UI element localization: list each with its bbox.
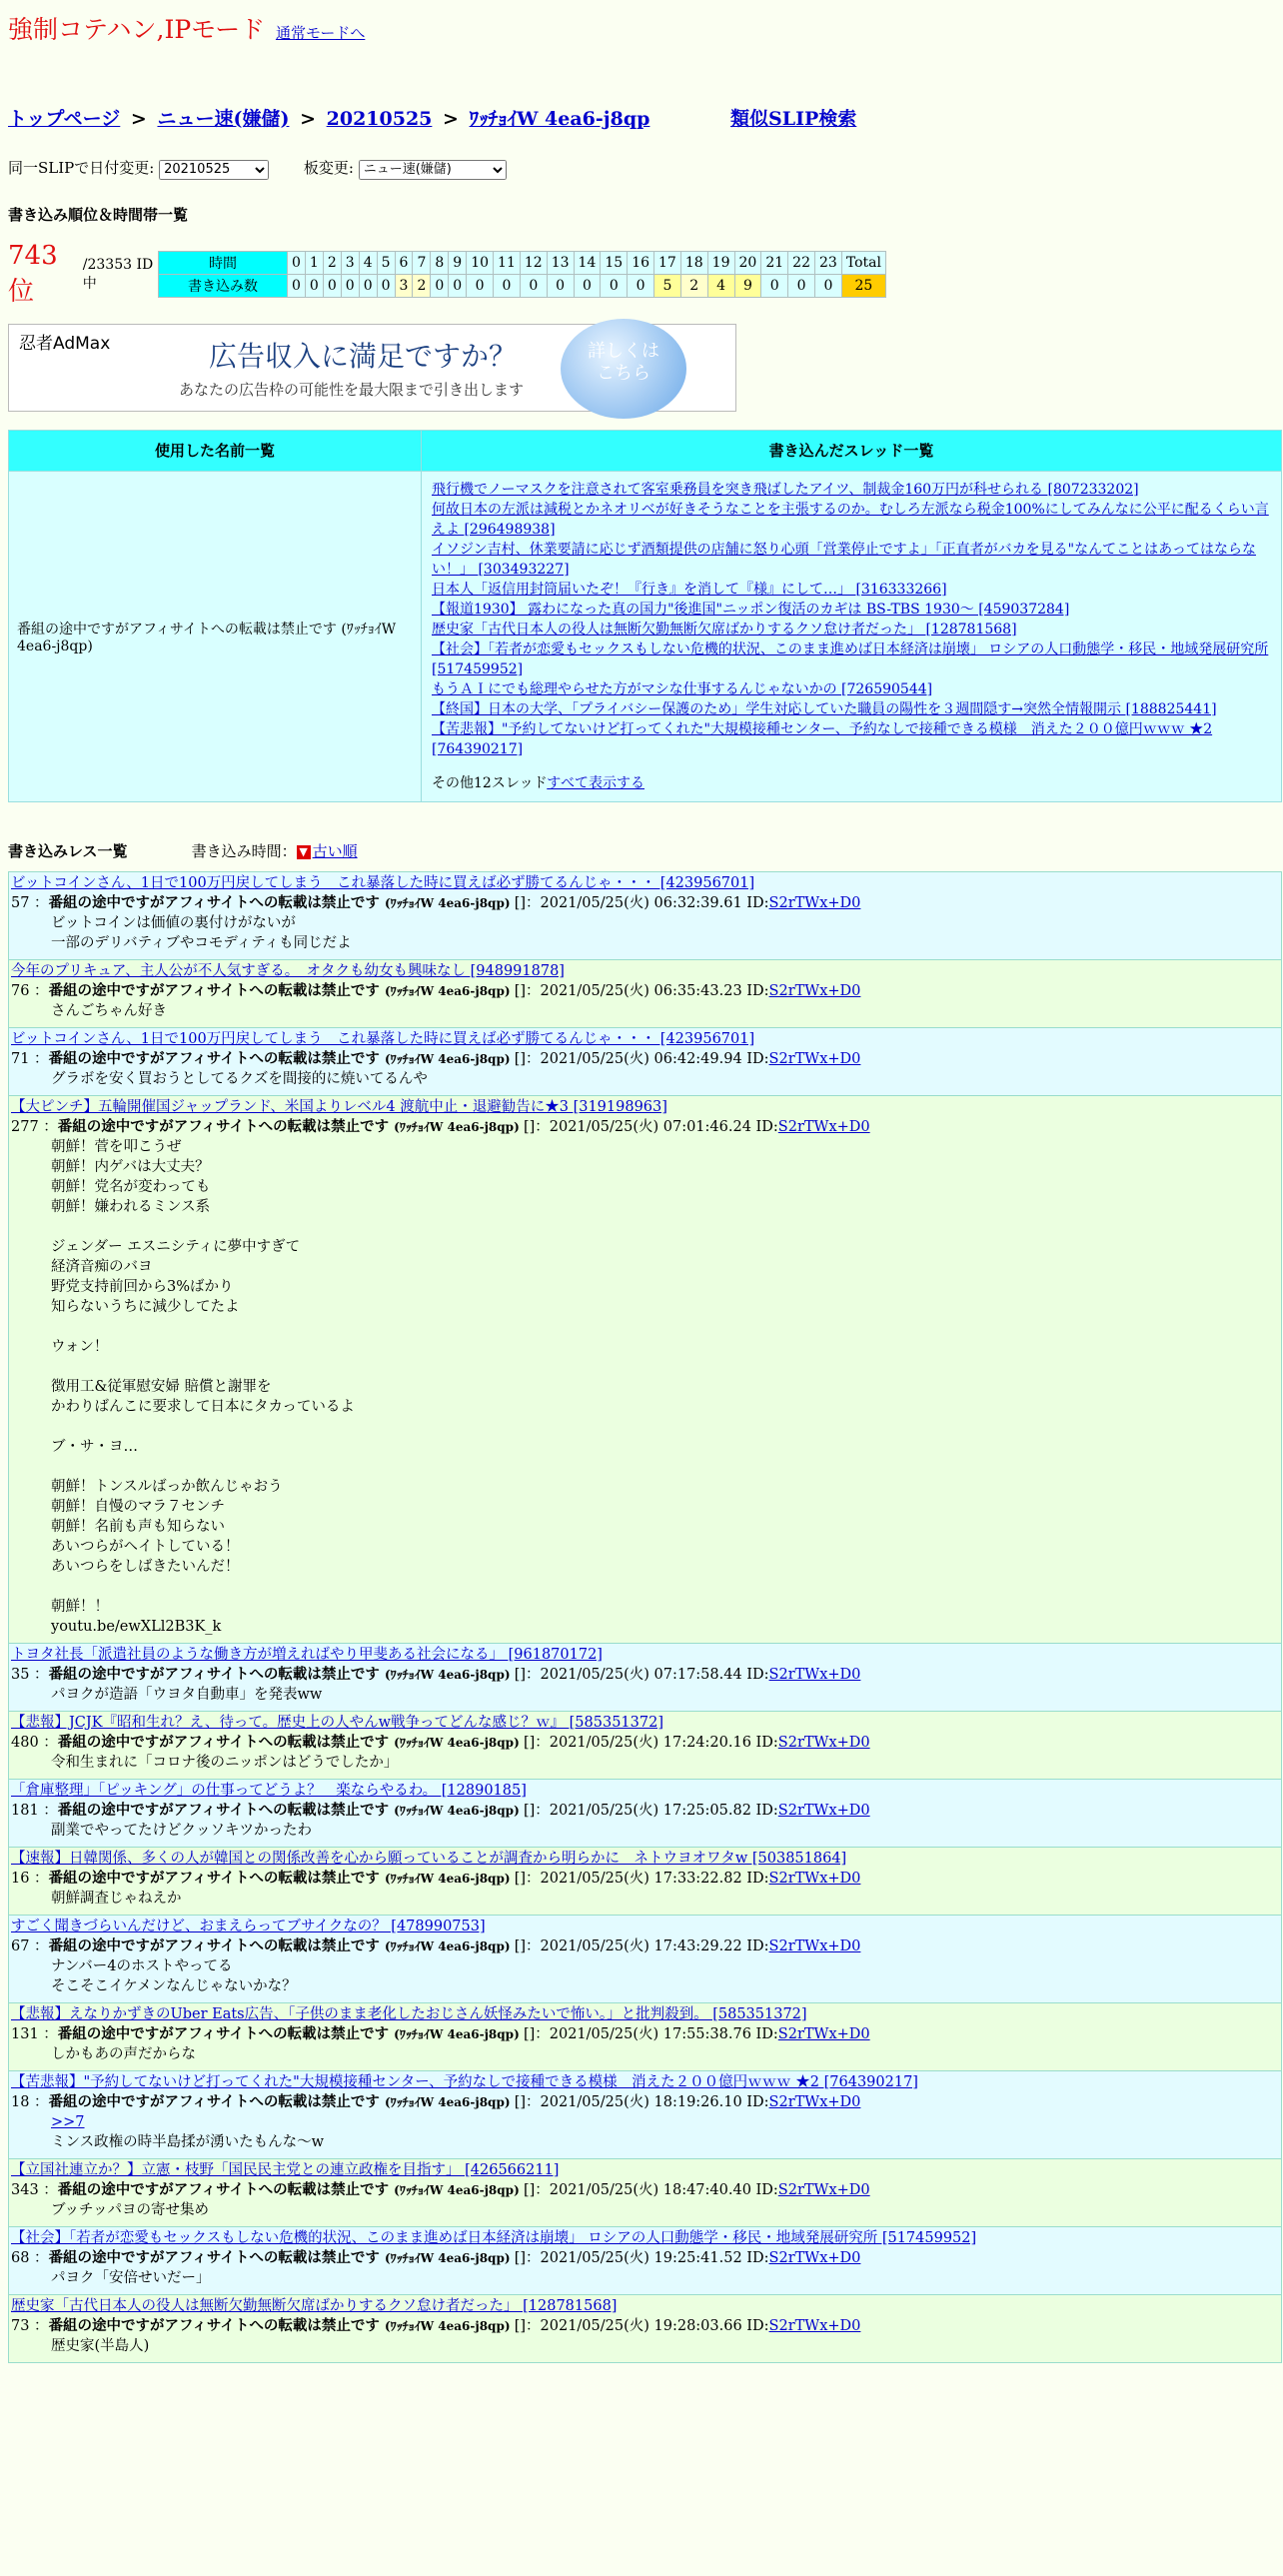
post-name: 番組の途中ですがアフィサイトへの転載は禁止です	[57, 2180, 395, 2198]
hour-cell: 11	[494, 251, 521, 274]
post-body: 朝鮮！菅を叩こうぜ 朝鮮！内ゲバは大丈夫？ 朝鮮！党名が変わっても 朝鮮！嫌われるミンス系 ジェンダー エスニシティに夢中すぎて 経済音痴のバヨ 野党支持前回から3%ばかり 知らないうちに減少してたよ ウォン！ 徴用工&従軍慰安婦 賠償と謝罪を かわりばんこに要求して日本にタカっているよ ブ・サ・ヨ… 朝鮮！トンスルばっか飲んじゃおう 朝鮮！自慢のマラ７センチ 朝鮮！名前も声も知らない あいつらがヘイトしている！ あいつらをしばきたいんだ！ 朝鮮！！ youtu.be/ewXLl2B3K_k	[51, 1138, 355, 1635]
hours-row	[159, 251, 886, 274]
thread-link[interactable]: 【苦悲報】"予約してないけど打ってくれた"大規模接種センター、予約なしで接種できる模様 消えた２００億円ｗｗｗ ★2 [764390217]	[432, 720, 1213, 757]
post-number: 73 ：	[11, 2317, 49, 2334]
post-item	[8, 1780, 1282, 1848]
ranking-section-title: 書き込み順位＆時間帯一覧	[8, 205, 189, 224]
post-slip: (ﾜｯﾁｮｲW 4ea6-j8qp)	[394, 2182, 524, 2197]
thread-link[interactable]: 【社会】「若者が恋愛もセックスもしない危機的状況、このまま進めば日本経済は崩壊」 ロシアの人口動態学・移民・地域発展研究所 [517459952]	[432, 641, 1269, 677]
hour-cell: 19	[707, 251, 734, 274]
post-body: さんごちゃん好き	[51, 1002, 167, 1019]
post-meta	[11, 2024, 1279, 2044]
post-date: []：2021/05/25(火) 17:55:38.76 ID:	[523, 2025, 778, 2042]
post-meta	[11, 1049, 1279, 1069]
hour-cell: 20	[734, 251, 761, 274]
selector-bar	[8, 157, 1275, 180]
post-date: []：2021/05/25(火) 19:25:41.52 ID:	[514, 2249, 769, 2266]
post-id-link[interactable]: S2rTWx+D0	[768, 2249, 861, 2266]
count-cell: 9	[734, 274, 761, 297]
date-change-label: 同一SLIPで日付変更:	[8, 159, 155, 177]
count-cell: 0	[323, 274, 341, 297]
post-thread-link[interactable]: トヨタ社長「派遣社員のような働き方が増えればやり甲斐ある社会になる」 [961870172]	[11, 1646, 603, 1663]
post-item	[8, 1848, 1282, 1916]
post-id-link[interactable]: S2rTWx+D0	[768, 1666, 861, 1683]
ad-subtext: あなたの広告枠の可能性を最大限まで引き出します	[179, 380, 525, 399]
names-table-header	[9, 430, 1282, 471]
hour-cell: 8	[431, 251, 449, 274]
post-name: 番組の途中ですがアフィサイトへの転載は禁止です	[48, 2092, 385, 2110]
breadcrumb-slip-link[interactable]: ﾜｯﾁｮｲW 4ea6-j8qp	[469, 108, 650, 130]
post-slip: (ﾜｯﾁｮｲW 4ea6-j8qp)	[384, 1871, 515, 1886]
hour-cell: 17	[654, 251, 681, 274]
post-number: 71 ：	[11, 1050, 49, 1067]
post-id-link[interactable]: S2rTWx+D0	[777, 2025, 870, 2042]
thread-link[interactable]: もうＡＩにでも総理やらせた方がマシな仕事するんじゃないかの [726590544]	[432, 680, 933, 697]
post-date: []：2021/05/25(火) 07:17:58.44 ID:	[514, 1666, 769, 1683]
post-meta	[11, 2316, 1279, 2336]
normal-mode-link[interactable]: 通常モードへ	[275, 24, 366, 42]
thread-link[interactable]: 何故日本の左派は減税とかネオリベが好きそうなことを主張するのか。むしろ左派なら税金100%にしてみんなに公平に配るくらい言えよ [296498938]	[432, 501, 1269, 538]
other-threads-count: その他12スレッド	[432, 774, 548, 791]
breadcrumb-board-link[interactable]: ニュー速(嫌儲)	[157, 108, 290, 130]
rank-total: /23353 ID中	[82, 256, 154, 292]
post-date: []：2021/05/25(火) 06:35:43.23 ID:	[514, 982, 769, 999]
hour-cell: 18	[680, 251, 707, 274]
post-date: []：2021/05/25(火) 06:42:49.94 ID:	[514, 1050, 769, 1067]
post-item	[8, 960, 1282, 1028]
post-thread-link[interactable]: 今年のプリキュア、主人公が不人気すぎる。 オタクも幼女も興味なし [948991878]	[11, 962, 565, 979]
count-cell: 0	[288, 274, 306, 297]
post-date: []：2021/05/25(火) 17:33:22.82 ID:	[514, 1870, 769, 1887]
date-change-select[interactable]	[159, 160, 269, 180]
count-cell: 0	[431, 274, 449, 297]
post-item	[8, 2295, 1282, 2363]
hour-cell: 13	[547, 251, 574, 274]
post-number: 343 ：	[11, 2181, 58, 2198]
count-cell: 0	[449, 274, 467, 297]
post-item	[8, 2003, 1282, 2071]
count-cell: 5	[654, 274, 681, 297]
count-cell: 3	[395, 274, 413, 297]
post-body: ビットコインは価値の裏付けがないが 一部のデリバティブやコモディティも同じだよ	[51, 914, 352, 951]
post-id-link[interactable]: S2rTWx+D0	[768, 1870, 861, 1887]
hour-cell: 3	[341, 251, 359, 274]
count-cell: 0	[761, 274, 788, 297]
post-number: 76 ：	[11, 982, 49, 999]
post-item	[8, 1712, 1282, 1780]
other-threads	[432, 773, 1271, 793]
ad-logo: 忍者AdMax	[19, 333, 111, 354]
count-cell: 0	[520, 274, 547, 297]
post-slip: (ﾜｯﾁｮｲW 4ea6-j8qp)	[394, 2026, 524, 2041]
post-thread-link[interactable]: 【悲報】えなりかずきのUber Eats広告、「子供のまま老化したおじさん妖怪みたいで怖い。」と批判殺到。 [585351372]	[11, 2005, 807, 2022]
count-cell: 0	[359, 274, 377, 297]
post-thread-link[interactable]: 歴史家「古代日本人の役人は無断欠勤無断欠席ばかりするクソ怠け者だった」 [128781568]	[11, 2297, 618, 2314]
post-id-link[interactable]: S2rTWx+D0	[768, 894, 861, 911]
post-thread-link[interactable]: 【速報】日韓関係、多くの人が韓国との関係改善を心から願っていることが調査から明らかに ネトウヨオワタw [503851864]	[11, 1850, 847, 1867]
hour-cell: 15	[601, 251, 628, 274]
post-quote-link[interactable]: >>7	[51, 2113, 85, 2130]
thread-link[interactable]: 【終国】日本の大学、「プライバシー保護のため」学生対応していた職員の陽性を３週間隠す→突然全情報開示 [188825441]	[432, 700, 1217, 717]
post-date: []：2021/05/25(火) 06:32:39.61 ID:	[514, 894, 769, 911]
count-cell: 0	[788, 274, 815, 297]
post-name: 番組の途中ですがアフィサイトへの転載は禁止です	[48, 2248, 385, 2266]
count-cell: 25	[841, 274, 885, 297]
board-change-select[interactable]	[359, 160, 507, 180]
post-body: しかもあの声だからな	[51, 2045, 196, 2062]
post-id-link[interactable]: S2rTWx+D0	[777, 2181, 870, 2198]
post-number: 480 ：	[11, 1734, 58, 1751]
post-number: 57 ：	[11, 894, 49, 911]
post-slip: (ﾜｯﾁｮｲW 4ea6-j8qp)	[384, 2250, 515, 2265]
posts-header	[8, 840, 1275, 861]
post-name: 番組の途中ですがアフィサイトへの転載は禁止です	[57, 1733, 395, 1751]
hourly-table	[158, 251, 886, 298]
breadcrumb-top-link[interactable]: トップページ	[8, 108, 121, 130]
post-item	[8, 1028, 1282, 1096]
similar-slip-search-link[interactable]: 類似SLIP検索	[730, 108, 857, 130]
post-body: パヨク「安倍せいだー」	[51, 2269, 211, 2286]
post-slip: (ﾜｯﾁｮｲW 4ea6-j8qp)	[394, 1119, 524, 1134]
post-meta	[11, 2180, 1279, 2200]
post-item	[8, 2227, 1282, 2295]
mode-title: 強制コテハン,IPモード	[8, 15, 266, 44]
post-item	[8, 1916, 1282, 2003]
rank-box	[8, 241, 158, 307]
thread-link[interactable]: 飛行機でノーマスクを注意されて客室乗務員を突き飛ばしたアイツ、制裁金160万円が科せられる [807233202]	[432, 481, 1139, 498]
post-id-link[interactable]: S2rTWx+D0	[777, 1802, 870, 1819]
count-cell: 0	[467, 274, 494, 297]
post-id-link[interactable]: S2rTWx+D0	[768, 1050, 861, 1067]
post-body: ナンバー4のホストやってる そこそこイケメンなんじゃないかな？	[51, 1957, 297, 1994]
thread-link[interactable]: 日本人「返信用封筒届いたぞ！『行き』を消して『様』にして…」 [316333266]	[432, 581, 947, 598]
posts-list	[8, 871, 1282, 2363]
post-date: []：2021/05/25(火) 07:01:46.24 ID:	[523, 1118, 778, 1135]
breadcrumb-separator: >	[443, 108, 459, 130]
board-change-label: 板変更:	[303, 159, 354, 177]
post-meta	[11, 1733, 1279, 1753]
rank-number: 743 位	[8, 241, 58, 307]
post-meta	[11, 1936, 1279, 1956]
post-thread-link[interactable]: 【悲報】JCJK『昭和生れ？え、待って。歴史上の人やんw戦争ってどんな感じ？ｗ』 [585351372]	[11, 1714, 663, 1731]
post-name: 番組の途中ですがアフィサイトへの転載は禁止です	[57, 1117, 395, 1135]
sort-oldest-link[interactable]: 古い順	[312, 841, 358, 860]
post-meta	[11, 2248, 1279, 2268]
hour-cell: 0	[288, 251, 306, 274]
post-slip: (ﾜｯﾁｮｲW 4ea6-j8qp)	[384, 983, 515, 998]
thread-list-cell	[422, 471, 1282, 801]
post-date: []：2021/05/25(火) 17:43:29.22 ID:	[514, 1937, 769, 1954]
thread-link[interactable]: イソジン吉村、休業要請に応じず酒類提供の店舗に怒り心頭「営業停止ですよ」「正直者がバカを見る"なんてことはあってはならない！」 [303493227]	[432, 541, 1256, 578]
post-number: 35 ：	[11, 1666, 49, 1683]
count-cell: 0	[547, 274, 574, 297]
post-body: 朝鮮調査じゃねえか	[51, 1890, 182, 1907]
post-meta	[11, 981, 1279, 1001]
count-cell: 0	[601, 274, 628, 297]
hour-cell: 14	[574, 251, 601, 274]
hour-cell: 22	[788, 251, 815, 274]
post-slip: (ﾜｯﾁｮｲW 4ea6-j8qp)	[384, 895, 515, 910]
post-body: 副業でやってたけどクッソキツかったわ	[51, 1822, 312, 1839]
count-cell: 2	[413, 274, 431, 297]
post-name: 番組の途中ですがアフィサイトへの転載は禁止です	[48, 1936, 385, 1954]
ad-details-button[interactable]: 詳しくは こちら	[561, 319, 686, 419]
hour-cell: 21	[761, 251, 788, 274]
count-cell: 0	[341, 274, 359, 297]
post-slip: (ﾜｯﾁｮｲW 4ea6-j8qp)	[384, 2318, 515, 2333]
post-slip: (ﾜｯﾁｮｲW 4ea6-j8qp)	[384, 2094, 515, 2109]
posts-title: 書き込みレス一覧	[8, 841, 128, 860]
post-slip: (ﾜｯﾁｮｲW 4ea6-j8qp)	[384, 1938, 515, 1953]
post-name: 番組の途中ですがアフィサイトへの転載は禁止です	[57, 1801, 395, 1819]
post-body: ミンス政権の時半島揉が湧いたもんな～w	[51, 2133, 324, 2150]
post-thread-link[interactable]: ビットコインさん、1日で100万円戻してしまう これ暴落した時に買えば必ず勝てるんじゃ・・・ [423956701]	[11, 1030, 755, 1047]
post-body: 歴史家(半島人)	[51, 2337, 150, 2354]
hour-cell: 10	[467, 251, 494, 274]
breadcrumb-separator: >	[300, 108, 316, 130]
used-name: 番組の途中ですがアフィサイトへの転載は禁止です (ﾜｯﾁｮｲW 4ea6-j8qp)	[9, 471, 422, 801]
count-cell: 0	[494, 274, 521, 297]
hour-cell: 23	[814, 251, 841, 274]
hour-cell: 2	[323, 251, 341, 274]
post-thread-link[interactable]: 【社会】「若者が恋愛もセックスもしない危機的状況、このまま進めば日本経済は崩壊」 ロシアの人口動態学・移民・地域発展研究所 [517459952]	[11, 2229, 977, 2246]
ranking-row	[8, 241, 1275, 307]
names-column-header: 使用した名前一覧	[9, 430, 422, 471]
threads-column-header: 書き込んだスレッド一覧	[422, 430, 1282, 471]
ad-banner[interactable]	[8, 324, 736, 412]
post-id-link[interactable]: S2rTWx+D0	[768, 2317, 861, 2334]
post-body: ブッチッパヨの寄せ集め	[51, 2201, 210, 2218]
hour-cell: Total	[841, 251, 885, 274]
post-thread-link[interactable]: 「倉庫整理」「ピッキング」の仕事ってどうよ？ 楽ならやるわ。 [12890185]	[11, 1782, 527, 1799]
post-date: []：2021/05/25(火) 18:47:40.40 ID:	[523, 2181, 778, 2198]
post-number: 18 ：	[11, 2093, 49, 2110]
post-body: 令和生まれに「コロナ後のニッポンはどうでしたか」	[51, 1754, 399, 1771]
post-slip: (ﾜｯﾁｮｲW 4ea6-j8qp)	[394, 1803, 524, 1818]
count-cell: 0	[377, 274, 395, 297]
thread-list	[432, 480, 1271, 759]
hour-cell: 12	[520, 251, 547, 274]
time-label: 書き込み時間：	[191, 841, 297, 860]
post-date: []：2021/05/25(火) 18:19:26.10 ID:	[514, 2093, 769, 2110]
post-name: 番組の途中ですがアフィサイトへの転載は禁止です	[57, 2024, 395, 2042]
post-meta	[11, 1869, 1279, 1889]
hour-cell: 4	[359, 251, 377, 274]
hour-cell: 16	[628, 251, 654, 274]
post-thread-link[interactable]: 【立国社連立か？】立憲・枝野「国民民主党との連立政権を目指す」 [426566211]	[11, 2161, 560, 2178]
thread-link[interactable]: 【報道1930】 露わになった真の国力"後進国"ニッポン復活のカギは BS-TBS 1930～ [459037284]	[432, 601, 1070, 618]
hour-cell: 9	[449, 251, 467, 274]
post-id-link[interactable]: S2rTWx+D0	[777, 1734, 870, 1751]
post-slip: (ﾜｯﾁｮｲW 4ea6-j8qp)	[384, 1051, 515, 1066]
count-cell: 2	[680, 274, 707, 297]
post-name: 番組の途中ですがアフィサイトへの転載は禁止です	[48, 893, 385, 911]
hour-cell: 5	[377, 251, 395, 274]
post-date: []：2021/05/25(火) 19:28:03.66 ID:	[514, 2317, 769, 2334]
counts-row	[159, 274, 886, 297]
post-item	[8, 2159, 1282, 2227]
counts-label: 書き込み数	[159, 274, 288, 297]
post-name: 番組の途中ですがアフィサイトへの転載は禁止です	[48, 1665, 385, 1683]
thread-link[interactable]: 歴史家「古代日本人の役人は無断欠勤無断欠席ばかりするクソ怠け者だった」 [128781568]	[432, 621, 1017, 638]
post-thread-link[interactable]: ビットコインさん、1日で100万円戻してしまう これ暴落した時に買えば必ず勝てるんじゃ・・・ [423956701]	[11, 874, 755, 891]
show-all-threads-link[interactable]: すべて表示する	[547, 774, 644, 791]
post-id-link[interactable]: S2rTWx+D0	[768, 1937, 861, 1954]
names-threads-table	[8, 430, 1282, 802]
post-number: 131 ：	[11, 2025, 58, 2042]
hour-cell: 1	[305, 251, 323, 274]
hour-cell: 7	[413, 251, 431, 274]
post-meta	[11, 1117, 1279, 1137]
post-number: 181 ：	[11, 1802, 58, 1819]
post-name: 番組の途中ですがアフィサイトへの転載は禁止です	[48, 1049, 385, 1067]
post-thread-link[interactable]: すごく聞きづらいんだけど、おまえらってブサイクなの？ [478990753]	[11, 1918, 486, 1934]
post-id-link[interactable]: S2rTWx+D0	[768, 2093, 861, 2110]
post-body: グラボを安く買おうとしてるクズを間接的に焼いてるんや	[51, 1070, 428, 1087]
sort-order	[192, 840, 358, 861]
post-meta	[11, 893, 1279, 913]
breadcrumb-date-link[interactable]: 20210525	[326, 108, 433, 130]
post-thread-link[interactable]: 【苦悲報】"予約してないけど打ってくれた"大規模接種センター、予約なしで接種できる模様 消えた２００億円ｗｗｗ ★2 [764390217]	[11, 2073, 918, 2090]
post-meta	[11, 2092, 1279, 2112]
post-date: []：2021/05/25(火) 17:25:05.82 ID:	[523, 1802, 778, 1819]
count-cell: 0	[574, 274, 601, 297]
post-date: []：2021/05/25(火) 17:24:20.16 ID:	[523, 1734, 778, 1751]
post-meta	[11, 1665, 1279, 1685]
count-cell: 4	[707, 274, 734, 297]
post-number: 67 ：	[11, 1937, 49, 1954]
post-id-link[interactable]: S2rTWx+D0	[768, 982, 861, 999]
post-number: 16 ：	[11, 1870, 49, 1887]
post-item	[8, 1644, 1282, 1712]
post-quote	[11, 2112, 1279, 2132]
post-slip: (ﾜｯﾁｮｲW 4ea6-j8qp)	[394, 1735, 524, 1750]
post-number: 277 ：	[11, 1118, 58, 1135]
hours-label: 時間	[159, 251, 288, 274]
post-meta	[11, 1801, 1279, 1821]
post-name: 番組の途中ですがアフィサイトへの転載は禁止です	[48, 981, 385, 999]
post-item	[8, 871, 1282, 960]
post-item	[8, 2071, 1282, 2159]
post-number: 68 ：	[11, 2249, 49, 2266]
count-cell: 0	[628, 274, 654, 297]
names-table-row	[9, 471, 1282, 801]
post-name: 番組の途中ですがアフィサイトへの転載は禁止です	[48, 2316, 385, 2334]
sort-down-icon: ▼	[297, 845, 311, 859]
ad-headline: 広告収入に満足ですか？	[209, 339, 518, 373]
post-slip: (ﾜｯﾁｮｲW 4ea6-j8qp)	[384, 1667, 515, 1682]
breadcrumb-separator: >	[130, 108, 147, 130]
post-body: パヨクが造語「ウヨタ自動車」を発表ww	[51, 1686, 323, 1703]
count-cell: 0	[305, 274, 323, 297]
mode-header	[8, 10, 1275, 46]
hour-cell: 6	[395, 251, 413, 274]
count-cell: 0	[814, 274, 841, 297]
post-id-link[interactable]: S2rTWx+D0	[777, 1118, 870, 1135]
post-item	[8, 1096, 1282, 1644]
post-thread-link[interactable]: 【大ピンチ】五輪開催国ジャップランド、米国よりレベル4 渡航中止・退避勧告に★3 [319198963]	[11, 1098, 667, 1115]
breadcrumb	[8, 104, 1275, 131]
post-name: 番組の途中ですがアフィサイトへの転載は禁止です	[48, 1869, 385, 1887]
